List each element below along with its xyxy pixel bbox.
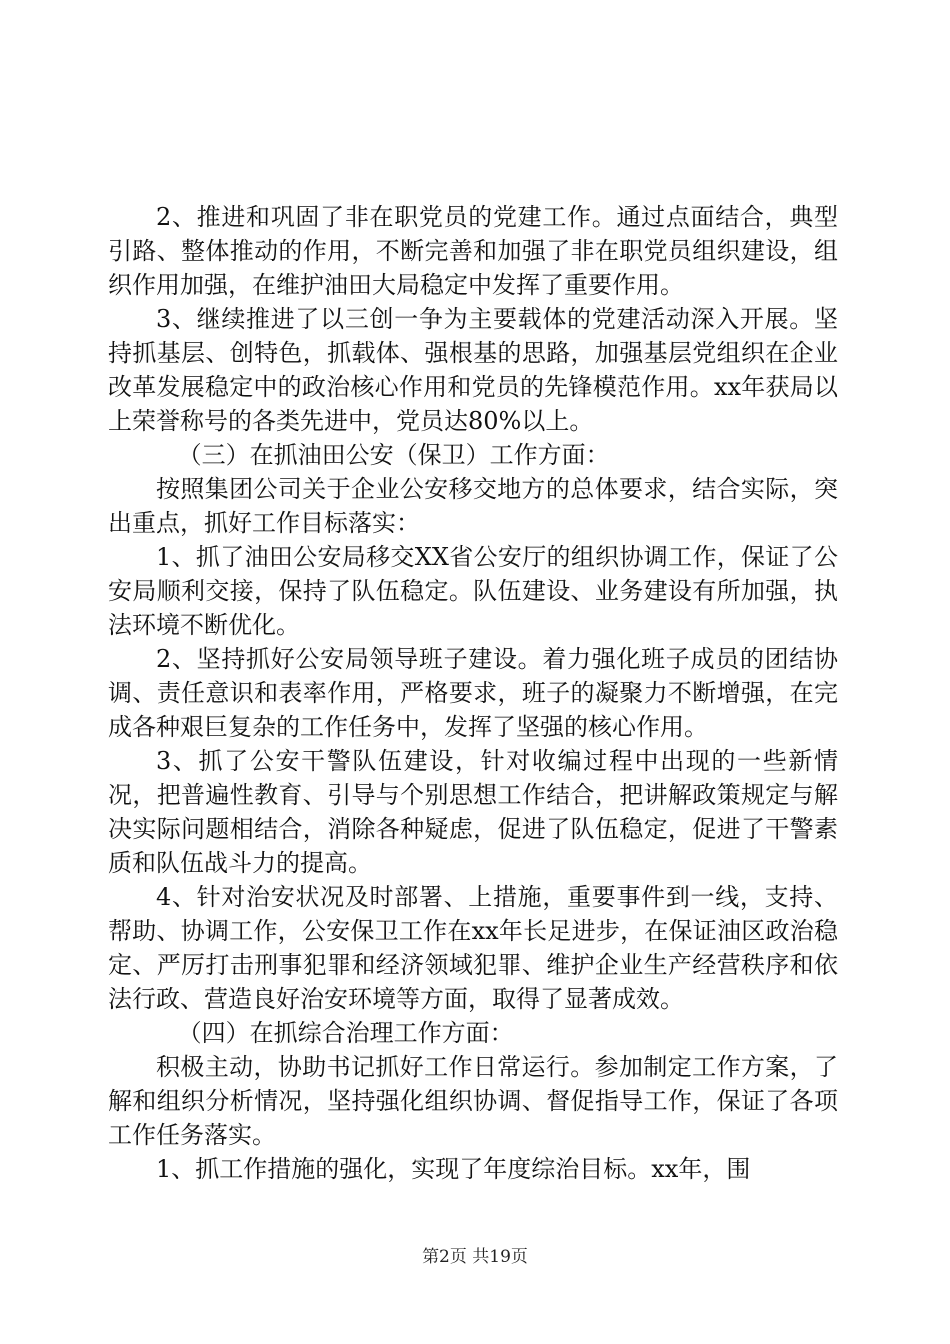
paragraph: 按照集团公司关于企业公安移交地方的总体要求，结合实际，突出重点，抓好工作目标落实： bbox=[108, 475, 838, 537]
paragraph: 1、抓了油田公安局移交XX省公安厅的组织协调工作，保证了公安局顺利交接，保持了队伍稳定。队伍建设、业务建设有所加强，执法环境不断优化。 bbox=[108, 543, 838, 639]
section-heading: （三）在抓油田公安（保卫）工作方面： bbox=[177, 441, 610, 469]
page-footer bbox=[0, 1242, 950, 1267]
document-body bbox=[108, 200, 838, 1186]
page-number: 第2页 共19页 bbox=[422, 1247, 528, 1267]
paragraph: 1、抓工作措施的强化，实现了年度综治目标。xx年，围 bbox=[156, 1155, 751, 1183]
paragraph: 2、坚持抓好公安局领导班子建设。着力强化班子成员的团结协调、责任意识和表率作用，严格要求，班子的凝聚力不断增强，在完成各种艰巨复杂的工作任务中，发挥了坚强的核心作用。 bbox=[108, 645, 838, 741]
section-heading: （四）在抓综合治理工作方面： bbox=[177, 1019, 514, 1047]
paragraph: 3、继续推进了以三创一争为主要载体的党建活动深入开展。坚持抓基层、创特色，抓载体、强根基的思路，加强基层党组织在企业改革发展稳定中的政治核心作用和党员的先锋模范作用。xx年获局以上荣誉称号的各类先进中，党员达80%以上。 bbox=[108, 305, 838, 435]
paragraph: 3、抓了公安干警队伍建设，针对收编过程中出现的一些新情况，把普遍性教育、引导与个别思想工作结合，把讲解政策规定与解决实际问题相结合，消除各种疑虑，促进了队伍稳定，促进了干警素质和队伍战斗力的提高。 bbox=[108, 747, 838, 877]
paragraph: 2、推进和巩固了非在职党员的党建工作。通过点面结合，典型引路、整体推动的作用，不断完善和加强了非在职党员组织建设，组织作用加强，在维护油田大局稳定中发挥了重要作用。 bbox=[108, 203, 838, 299]
paragraph: 4、针对治安状况及时部署、上措施，重要事件到一线，支持、帮助、协调工作，公安保卫工作在xx年长足进步，在保证油区政治稳定、严厉打击刑事犯罪和经济领域犯罪、维护企业生产经营秩序和依法行政、营造良好治安环境等方面，取得了显著成效。 bbox=[108, 883, 838, 1013]
paragraph: 积极主动，协助书记抓好工作日常运行。参加制定工作方案，了解和组织分析情况，坚持强化组织协调、督促指导工作，保证了各项工作任务落实。 bbox=[108, 1053, 838, 1149]
